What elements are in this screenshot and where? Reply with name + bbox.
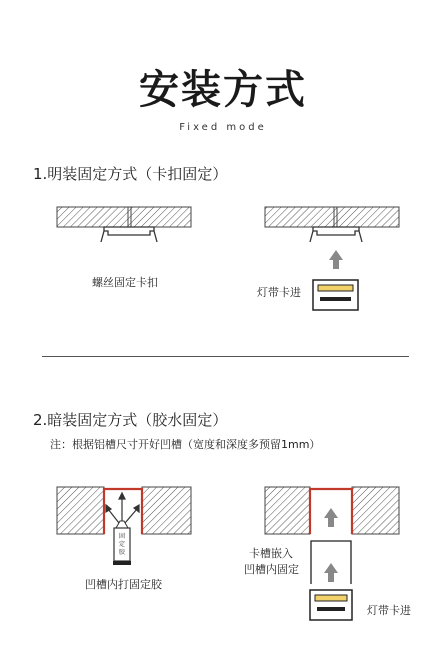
up-arrow-icon	[329, 250, 343, 269]
section2-heading: 2.暗装固定方式（胶水固定）	[33, 411, 228, 429]
glue-arrows	[106, 493, 139, 523]
clip-bracket-right	[310, 227, 362, 242]
ceiling-board-left	[57, 207, 191, 227]
led-strip-profile	[310, 590, 352, 620]
section2-right-caption: 灯带卡进	[367, 604, 411, 617]
section2-right-label-line1: 卡槽嵌入	[249, 547, 293, 560]
page-subtitle: Fixed mode	[179, 122, 267, 133]
svg-text:定: 定	[118, 541, 126, 548]
section2-right-label-line2: 凹槽内固定	[244, 563, 299, 576]
section1-heading: 1.明装固定方式（卡扣固定）	[33, 165, 228, 183]
section2-note: 注：根据铝槽尺寸开好凹槽（宽度和深度多预留1mm）	[50, 438, 321, 451]
section1-left-caption: 螺丝固定卡扣	[92, 276, 158, 289]
section1-right-caption: 灯带卡进	[257, 286, 301, 299]
page-title: 安装方式	[139, 67, 307, 113]
up-arrow-icon	[324, 563, 338, 582]
glue-tube	[113, 521, 131, 565]
svg-text:胶: 胶	[118, 549, 126, 556]
led-strip-profile	[313, 280, 358, 310]
svg-text:固: 固	[118, 533, 126, 540]
section2-left-caption: 凹槽内打固定胶	[85, 578, 162, 591]
clip-bracket-left	[101, 227, 157, 242]
ceiling-board-right	[265, 207, 399, 227]
up-arrow-icon	[324, 508, 338, 527]
